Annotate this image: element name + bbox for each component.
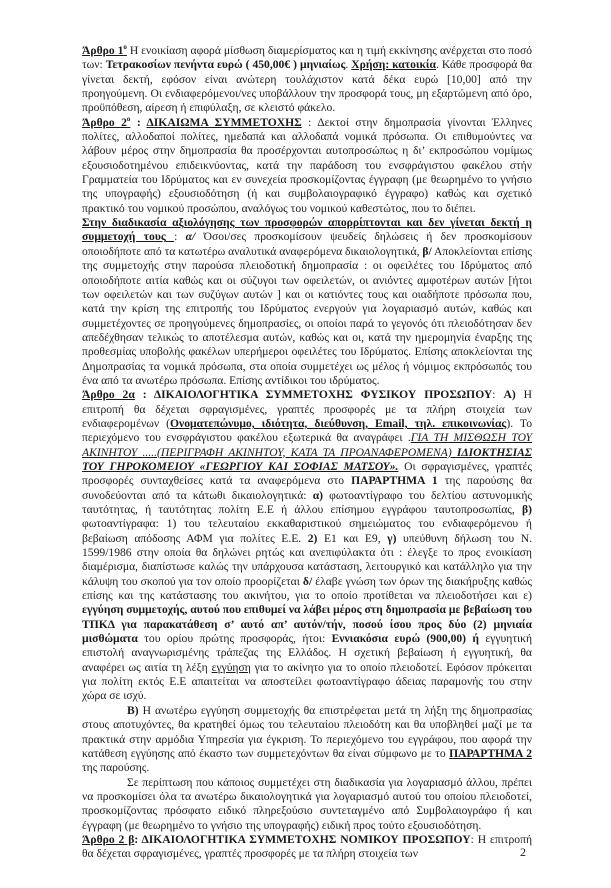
article-2a-title: : ΔΙΚΑΙΟΛΟΓΗΤΙΚΑ ΣΥΜΜΕΤΟΧΗΣ ΦΥΣΙΚΟΥ ΠΡΟΣΩΠΟΥ: [134, 388, 493, 402]
exclusions-heading: Στην διαδικασία αξιολόγησης των προσφορών απορρίπτονται και δεν γίνεται δεκτή η συμμετοχή τους: [82, 216, 532, 244]
article-2b-heading: Άρθρο 2 β: [82, 832, 135, 846]
annex-2-ref: ΠΑΡΑΡΤΗΜΑ 2: [449, 746, 532, 760]
article-2-heading: Άρθρο $2^o$: [82, 114, 131, 129]
article-2b: Άρθρο 2 β: ΔΙΚΑΙΟΛΟΓΗΤΙΚΑ ΣΥΜΜΕΤΟΧΗΣ ΝΟΜΙΚΟΥ ΠΡΟΣΩΠΟΥ: Η επιτροπή θα δέχεται σφραγισμένες, γραπτές προσφορές με τα πλήρη στοιχεία των: [82, 832, 533, 861]
guarantee-text: εγγύηση συμμετοχής, αυτού που επιθυμεί να λάβει μέρος στη δημοπρασία με βεβαίωση του ΤΠΚΔ για παρακατάθεση σ’ αυτό απ’ αυτόν/τήν, ποσού ίσου προς δύο (2) μηνιαία μισθώματα: [82, 603, 532, 646]
article-1: Άρθρο $1^o$ Η ενοικίαση αφορά μίσθωση διαμερίσματος και η τιμή εκκίνησης ανέρχεται στο ποσό των: Τετρακοσίων πενήντα ευρώ ( 450,00€ ) μηνιαίως. Χρήση: κατοικία. Κάθε προσφορά θα γίνεται δεκτή, εφόσον είναι ανώτερη τουλάχιστον κατά δέκα ευρώ [10,00] από την προηγούμενη. Οι ενδιαφερόμενοι/νες υποβάλλουν την προσφορά τους, μη εξαρτώμενη από όρο, προϋπόθεση, αίρεση ή επιφύλαξη, σε κλειστό φάκελο.: [82, 43, 533, 115]
guarantee-amount: Εννιακόσια ευρώ (900,00): [331, 632, 467, 646]
required-fields: Ονοματεπώνυμο, ιδιότητα, διεύθυνση, Email, τηλ. επικοινωνίας: [170, 416, 507, 430]
guarantee-word: εγγύηση: [211, 660, 251, 674]
article-2a-b: Β) Η ανωτέρω εγγύηση συμμετοχής θα επιστρέφεται μετά τη λήξη της δημοπρασίας στους αποτυχόντες, θα κρατηθεί όμως του τελευταίου πλειοδότη και θα υποβληθεί μαζί με τα πρακτικά στην αρμόδια Υπηρεσία για έγκριση. Το περιεχόμενο του εγγράφου, που αφορά την κατάθεση εγγύησης από έκαστο των συμμετεχόντων θα είναι σύμφωνο με το ΠΑΡΑΡΤΗΜΑ 2 της παρούσης.: [82, 703, 532, 775]
exclusions: Στην διαδικασία αξιολόγησης των προσφορών απορρίπτονται και δεν γίνεται δεκτή η συμμετοχή τους : α/ Όσοι/σες προσκομίσουν ψευδείς δηλώσεις ή δεν προσκομίσουν οποιοδήποτε από τα κατωτέρω αναλυτικά αναφερόμενα δικαιολογητικά, β/ Αποκλείονται επίσης της συμμετοχής στην παρούσα πλειοδοτική δημοπρασία : οι οφειλέτες του Ιδρύματος από οποιοδήποτε αιτία καθώς και οι σύζυγοι των οφειλετών, οι ανιόντες αμφοτέρων αυτών [ήτοι των οφειλετών και των συζύγων αυτών ] και οι κατιόντες τους και οιαδήποτε πρόσωπα που, κατά την κρίση της επιτροπής του Ιδρύματος ενεργούν για λογαριασμό αυτών, καθώς και συμμετέχοντες σε προηγούμενες δημοπρασίες, οι οποίοι παρά το γεγονός ότι πλειοδότησαν δεν απεδέχθησαν τελικώς το αποτέλεσμα αυτών, καθώς και οι, κατά την ημερομηνία έναρξης της προθεσμίας υποβολής φακέλων υπερήμεροι οφειλέτες του Ιδρύματος. Επίσης αποκλείονται της Δημοπρασίας τα νομικά πρόσωπα, στα οποία συμμετέχει ως μέλος ή νόμιμος εκπρόσωπός του ένα από τα ανωτέρω πρόσωπα. Επίσης αντίδικοι του ιδρύματος.: [82, 216, 532, 387]
envelope-label: ΓΙΑ ΤΗ ΜΙΣΘΩΣΗ ΤΟΥ ΑΚΙΝΗΤΟΥ .....(ΠΕΡΙΓΡΑΦΗ ΑΚΙΝΗΤΟΥ, ΚΑΤΑ ΤΑ ΠΡΟΑΝΑΦΕΡΟΜΕΝΑ): [82, 431, 532, 459]
article-1-heading: Άρθρο $1^o$: [82, 43, 127, 57]
usage-type: Χρήση: κατοικία: [351, 58, 436, 72]
article-2a-heading: Άρθρο 2α: [82, 388, 135, 402]
article-2a: Άρθρο 2α : ΔΙΚΑΙΟΛΟΓΗΤΙΚΑ ΣΥΜΜΕΤΟΧΗΣ ΦΥΣΙΚΟΥ ΠΡΟΣΩΠΟΥ: Α) Η επιτροπή θα δέχεται σφραγισμένες, γραπτές προσφορές με τα πλήρη στοιχεία των ενδιαφερομένων (Ονοματεπώνυμο, ιδιότητα, διεύθυνση, Email, τηλ. επικοινωνίας). Το περιεχόμενο του ενσφράγιστου φακέλου εξωτερικά θα αναγράφει .ΓΙΑ ΤΗ ΜΙΣΘΩΣΗ ΤΟΥ ΑΚΙΝΗΤΟΥ .....(ΠΕΡΙΓΡΑΦΗ ΑΚΙΝΗΤΟΥ, ΚΑΤΑ ΤΑ ΠΡΟΑΝΑΦΕΡΟΜΕΝΑ) ΙΔΙΟΚΤΗΣΙΑΣ ΤΟΥ ΓΗΡΟΚΟΜΕΙΟΥ «ΓΕΩΡΓΙΟΥ ΚΑΙ ΣΟΦΙΑΣ ΜΑΤΣΟΥ». Οι σφραγισμένες, γραπτές προσφορές συνταχθείσες κατά τα αναφερόμενα στο ΠΑΡΑΡΤΗΜΑ 1 της παρούσης θα συνοδεύονται από τα κάτωθι δικαιολογητικά: α) φωτοαντίγραφο του δελτίου αστυνομικής ταυτότητας, ή ταυτότητας πολίτη Ε.Ε ή άλλου επίσημου εγγράφου ταυτοπροσωπίας, β) φωτοαντίγραφα: 1) του τελευταίου εκκαθαριστικού σημειώματος του ενδιαφερόμενου ή βεβαίωση απόδοσης ΑΦΜ για πολίτες Ε.Ε. 2) Ε1 και Ε9, γ) υπεύθυνη δήλωση του Ν. 1599/1986 στην οποία θα δηλώνει ρητώς και ανεπιφύλακτα ότι : έλεγξε το προς ενοικίαση διαμέρισμα, διαπίστωσε καλώς την υπάρχουσα κατάσταση, λειτουργικό και κατάλληλο για την κάλυψη του σκοπού για τον οποίο προορίζεται δ/ έλαβε γνώση των όρων της διακήρυξης καθώς επίσης και της κατάστασης του ακινήτου, για το οποίο προτίθεται να πλειοδοτήσει και ε) εγγύηση συμμετοχής, αυτού που επιθυμεί να λάβει μέρος στη δημοπρασία με βεβαίωση του ΤΠΚΔ για παρακατάθεση σ’ αυτό απ’ αυτόν/τήν, ποσού ίσου προς δύο (2) μηνιαία μισθώματα του ορίου πρώτης προσφοράς, ήτοι: Εννιακόσια ευρώ (900,00) ή εγγυητική επιστολή αναγνωρισμένης τράπεζας της Ελλάδος. Η σχετική βεβαίωση ή εγγυητική, θα αναφέρει ως αιτία τη λέξη εγγύηση για το ακίνητο για το οποίο πλειοδοτεί. Εφόσον πρόκειται για πολίτη εκτός Ε.Ε απαιτείται να αποστείλει φωτοαντίγραφο άδειας παραμονής του στην χώρα σε ισχύ.: [82, 388, 533, 703]
document-page: [82, 44, 532, 862]
starting-price: Τετρακοσίων πενήντα ευρώ ( 450,00€ ) μηνιαίως: [105, 58, 346, 72]
envelope-owner: ΙΔΙΟΚΤΗΣΙΑΣ ΤΟΥ ΓΗΡΟΚΟΜΕΙΟΥ «ΓΕΩΡΓΙΟΥ ΚΑΙ ΣΟΦΙΑΣ ΜΑΤΣΟΥ».: [82, 445, 532, 473]
page-number: 2: [520, 845, 526, 859]
article-2b-title: : ΔΙΚΑΙΟΛΟΓΗΤΙΚΑ ΣΥΜΜΕΤΟΧΗΣ ΝΟΜΙΚΟΥ ΠΡΟΣΩΠΟΥ: [134, 832, 471, 846]
article-2-title: ΔΙΚΑΙΩΜΑ ΣΥΜΜΕΤΟΧΗΣ: [146, 115, 302, 129]
proxy-paragraph: Σε περίπτωση που κάποιος συμμετέχει στη διαδικασία για λογαριασμό άλλου, πρέπει να προσκομίσει όλα τα ανωτέρω δικαιολογητικά για λογαριασμό αυτού του οποίου πλειοδοτεί, προσκομίζοντας πρόσφατο ειδικό πληρεξούσιο συντεταγμένο από Συμβολαιογράφο ή και έγγραφη (με θεωρημένο το γνήσιο της υπογραφής) ειδική προς τούτο εξουσιοδότηση.: [82, 775, 532, 832]
annex-1-ref: ΠΑΡΑΡΤΗΜΑ 1: [351, 474, 438, 488]
article-2: Άρθρο $2^o$ : ΔΙΚΑΙΩΜΑ ΣΥΜΜΕΤΟΧΗΣ : Δεκτοί στην δημοπρασία γίνονται Έλληνες πολίτες, αλλοδαποί πολίτες, ημεδαπά και αλλοδαπά νομικά πρόσωπα. Οι επιθυμούντες να λάβουν μέρος στην δημοπρασία θα προσέρχονται αυτοπροσώπως η δι’ εκπροσώπου νομίμως εξουσιοδοτημένου επιδεικνύοντας, κατά την παράδοση του ενσφράγιστου φακέλου στήν Γραμματεία του Ιδρύματος και εν συνεχεία προσκομίζοντας έγγραφη (με θεωρημένο το γνήσιο της υπογραφής) εξουσιοδότηση (ή και συμβολαιογραφικό έγγραφο) καθώς και σχετικό πρακτικό του νομικού προσώπου, αναλόγως του νομικού καθεστώτος, που το διέπει.: [82, 114, 533, 215]
